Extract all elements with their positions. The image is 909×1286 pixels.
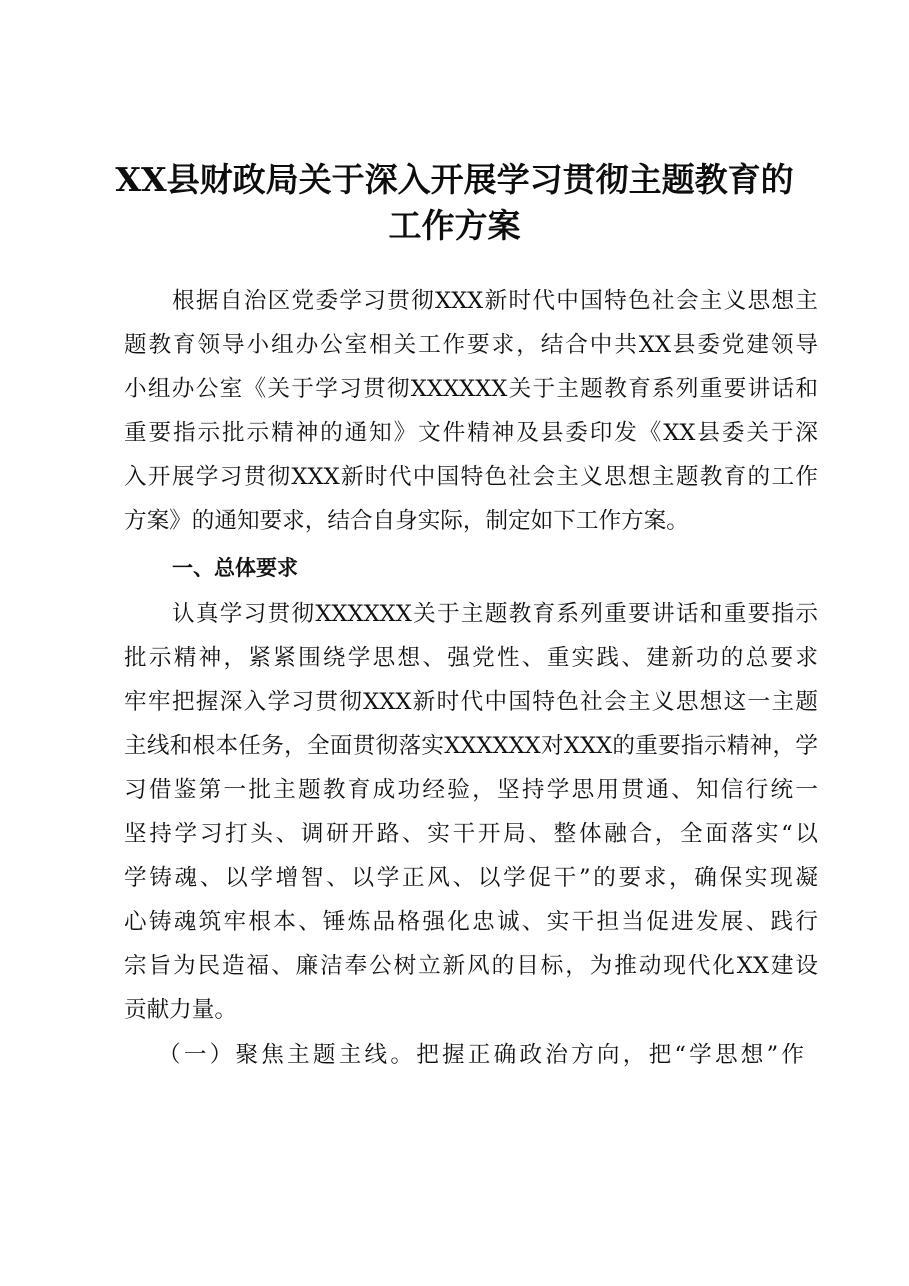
paragraph-1-line-1: 根据自治区党委学习贯彻XXX新时代中国特色社会主义思想主 (172, 288, 818, 314)
paragraph-2-line-8: 心铸魂筑牢根本、锤炼品格强化忠诚、实干担当促进发展、践行 (124, 909, 818, 935)
paragraph-2-line-10: 贡献力量。 (124, 997, 237, 1023)
paragraph-2-line-5: 习借鉴第一批主题教育成功经验，坚持学思用贯通、知信行统一 (124, 777, 818, 803)
paragraph-2-line-1: 认真学习贯彻XXXXXX关于主题教育系列重要讲话和重要指示 (172, 601, 818, 627)
paragraph-2-line-3: 牢牢把握深入学习贯彻XXX新时代中国特色社会主义思想这一主题 (124, 689, 818, 715)
document-title-line-1: XX县财政局关于深入开展学习贯彻主题教育的 (115, 160, 794, 199)
paragraph-1-line-6: 方案》的通知要求，结合自身实际，制定如下工作方案。 (124, 508, 689, 534)
paragraph-1-line-5: 入开展学习贯彻XXX新时代中国特色社会主义思想主题教育的工作 (124, 464, 818, 490)
paragraph-1-line-3: 小组办公室《关于学习贯彻XXXXXX关于主题教育系列重要讲话和 (124, 376, 818, 402)
paragraph-1-line-2: 题教育领导小组办公室相关工作要求，结合中共XX县委党建领导 (124, 332, 818, 358)
paragraph-2-line-4: 主线和根本任务，全面贯彻落实XXXXXX对XXX的重要指示精神，学 (124, 733, 818, 759)
paragraph-2-line-6: 坚持学习打头、调研开路、实干开局、整体融合，全面落实“以 (124, 821, 818, 847)
paragraph-2-line-9: 宗旨为民造福、廉洁奉公树立新风的目标，为推动现代化XX建设 (124, 953, 818, 979)
paragraph-3-line-1: （一）聚焦主题主线。把握正确政治方向，把“学思想”作 (158, 1042, 804, 1068)
section-heading-1: 一、总体要求 (172, 556, 298, 580)
document-title-line-2: 工作方案 (388, 206, 521, 245)
paragraph-2-line-2: 批示精神，紧紧围绕学思想、强党性、重实践、建新功的总要求 (124, 645, 818, 671)
paragraph-2-line-7: 学铸魂、以学增智、以学正风、以学促干”的要求，确保实现凝 (124, 865, 818, 891)
paragraph-1-line-4: 重要指示批示精神的通知》文件精神及县委印发《XX县委关于深 (124, 420, 818, 446)
